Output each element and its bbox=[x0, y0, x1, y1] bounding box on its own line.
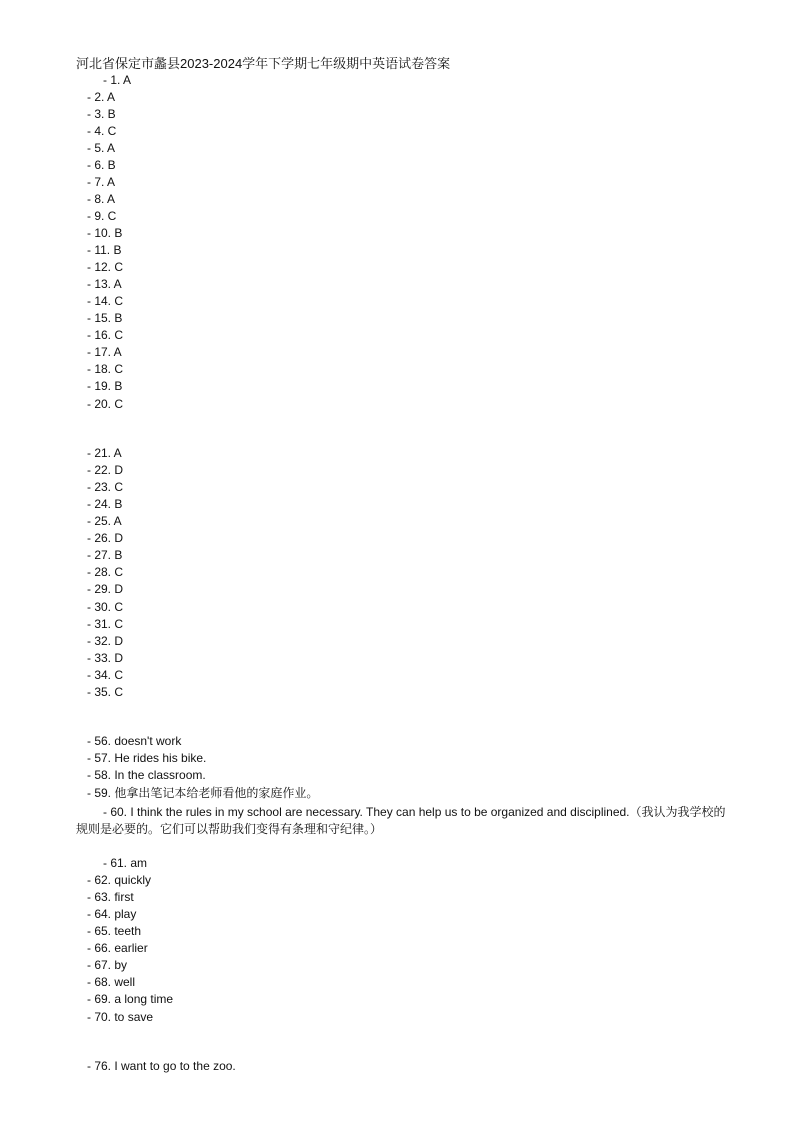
answer-item: - 59. 他拿出笔记本给老师看他的家庭作业。 bbox=[87, 786, 319, 800]
answer-item: - 32. D bbox=[87, 634, 124, 648]
answer-item: - 35. C bbox=[87, 685, 124, 699]
answer-item: - 18. C bbox=[87, 362, 124, 376]
answer-item: - 58. In the classroom. bbox=[87, 768, 206, 782]
answer-item: - 66. earlier bbox=[87, 941, 148, 955]
answer-item: - 10. B bbox=[87, 226, 123, 240]
answer-item: - 63. first bbox=[87, 890, 134, 904]
answer-item: - 9. C bbox=[87, 209, 117, 223]
answer-item: - 26. D bbox=[87, 531, 124, 545]
answer-item: - 67. by bbox=[87, 958, 128, 972]
answer-item: - 68. well bbox=[87, 975, 136, 989]
answer-item: - 8. A bbox=[87, 192, 116, 206]
answer-item: - 21. A bbox=[87, 446, 122, 460]
answer-item: - 76. I want to go to the zoo. bbox=[87, 1059, 236, 1073]
answer-item: - 19. B bbox=[87, 379, 123, 393]
answer-item: - 7. A bbox=[87, 175, 116, 189]
answer-item: - 17. A bbox=[87, 345, 122, 359]
answer-item: - 15. B bbox=[87, 311, 123, 325]
answer-item: - 62. quickly bbox=[87, 873, 152, 887]
answer-item: - 14. C bbox=[87, 294, 124, 308]
answer-item: - 34. C bbox=[87, 668, 124, 682]
answer-item: - 13. A bbox=[87, 277, 122, 291]
answer-item-long bbox=[76, 804, 726, 838]
answer-item: - 11. B bbox=[87, 243, 122, 257]
answer-item: - 56. doesn't work bbox=[87, 734, 182, 748]
answer-item: - 27. B bbox=[87, 548, 123, 562]
answer-item: - 57. He rides his bike. bbox=[87, 751, 207, 765]
answer-item: - 5. A bbox=[87, 141, 116, 155]
page-title: 河北省保定市蠡县2023-2024学年下学期七年级期中英语试卷答案 bbox=[76, 56, 451, 71]
answer-item: - 6. B bbox=[87, 158, 116, 172]
answer-item: - 3. B bbox=[87, 107, 116, 121]
answer-item: - 30. C bbox=[87, 600, 124, 614]
answer-item: - 25. A bbox=[87, 514, 122, 528]
answer-item: - 1. A bbox=[103, 73, 132, 87]
answer-item: - 31. C bbox=[87, 617, 124, 631]
answer-item: - 69. a long time bbox=[87, 992, 174, 1006]
answer-item: - 2. A bbox=[87, 90, 116, 104]
answer-item: - 28. C bbox=[87, 565, 124, 579]
answer-item: - 64. play bbox=[87, 907, 137, 921]
answer-item: - 20. C bbox=[87, 397, 124, 411]
answer-item: - 23. C bbox=[87, 480, 124, 494]
answer-item: - 16. C bbox=[87, 328, 124, 342]
answer-item-long-text: - 60. I think the rules in my school are necessary. They can help us to be organized and disciplined.（我认为我学校的规则是必要的。它们可以帮助我们变得有条理和守纪律。） bbox=[76, 805, 726, 836]
answer-item: - 65. teeth bbox=[87, 924, 142, 938]
answer-item: - 70. to save bbox=[87, 1010, 154, 1024]
answer-item: - 4. C bbox=[87, 124, 117, 138]
answer-item: - 61. am bbox=[103, 856, 148, 870]
answer-item: - 24. B bbox=[87, 497, 123, 511]
answer-item: - 22. D bbox=[87, 463, 124, 477]
answer-item: - 12. C bbox=[87, 260, 124, 274]
answer-item: - 29. D bbox=[87, 582, 124, 596]
answer-item: - 33. D bbox=[87, 651, 124, 665]
